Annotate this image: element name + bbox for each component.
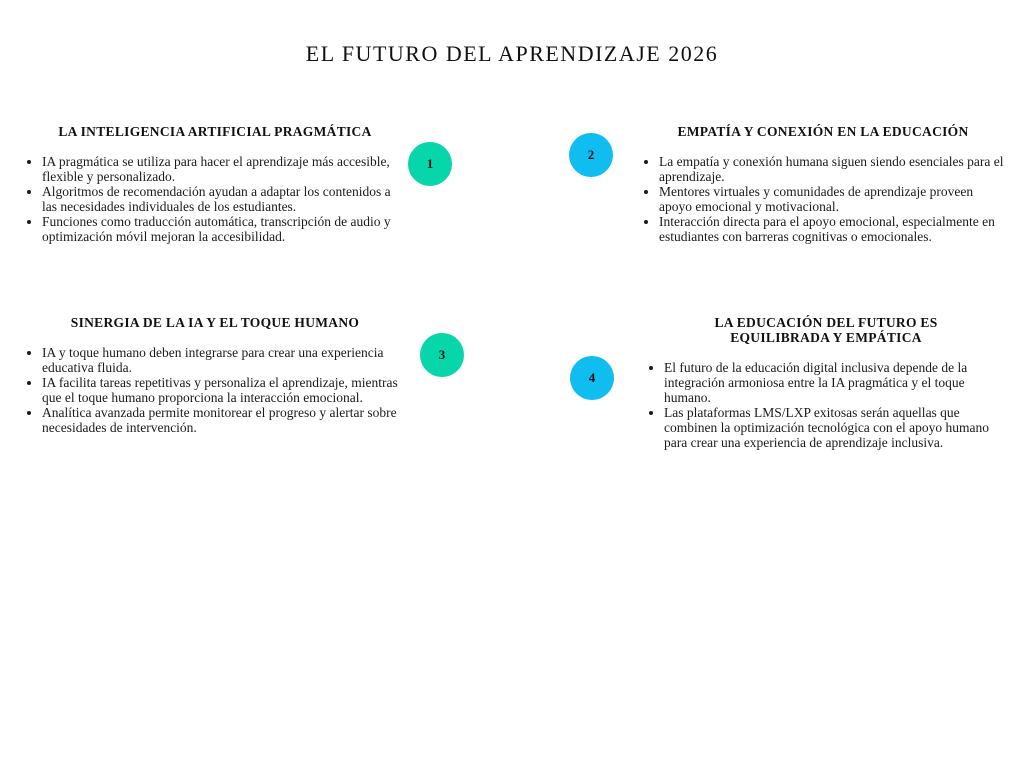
section-3 xyxy=(24,315,406,435)
section-heading: EMPATÍA Y CONEXIÓN EN LA EDUCACIÓN xyxy=(677,124,969,139)
list-item: • IA facilita tareas repetitivas y personaliza el aprendizaje, mientras que el toque humano proporciona la interacción emocional. xyxy=(42,375,406,405)
bullet-list xyxy=(641,154,1005,244)
list-item: • IA y toque humano deben integrarse para crear una experiencia educativa fluida. xyxy=(42,345,406,375)
list-item: • Funciones como traducción automática, transcripción de audio y optimización móvil mejoran la accesibilidad. xyxy=(42,214,406,244)
list-item: • La empatía y conexión humana siguen siendo esenciales para el aprendizaje. xyxy=(659,154,1005,184)
number-badge-4: 4 xyxy=(570,356,614,400)
bullet-list xyxy=(646,360,1006,450)
section-1 xyxy=(24,124,406,244)
number-badge-2: 2 xyxy=(569,133,613,177)
section-heading: SINERGIA DE LA IA Y EL TOQUE HUMANO xyxy=(70,315,360,330)
list-item: • Mentores virtuales y comunidades de aprendizaje proveen apoyo emocional y motivacional. xyxy=(659,184,1005,214)
number-badge-3: 3 xyxy=(420,333,464,377)
section-heading: LA EDUCACIÓN DEL FUTURO ES EQUILIBRADA Y EMPÁTICA xyxy=(714,315,938,345)
bullet-list xyxy=(24,154,406,244)
list-item: • El futuro de la educación digital inclusiva depende de la integración armoniosa entre la IA pragmática y el toque humano. xyxy=(664,360,1006,405)
list-item: • Algoritmos de recomendación ayudan a adaptar los contenidos a las necesidades individuales de los estudiantes. xyxy=(42,184,406,214)
list-item: • Analítica avanzada permite monitorear el progreso y alertar sobre necesidades de intervención. xyxy=(42,405,406,435)
page-title: EL FUTURO DEL APRENDIZAJE 2026 xyxy=(305,41,719,66)
list-item: • IA pragmática se utiliza para hacer el aprendizaje más accesible, flexible y personalizado. xyxy=(42,154,406,184)
list-item: • Las plataformas LMS/LXP exitosas serán aquellas que combinen la optimización tecnológica con el apoyo humano para crear una experiencia de aprendizaje inclusiva. xyxy=(664,405,1006,450)
section-2 xyxy=(641,124,1005,244)
section-4 xyxy=(646,315,1006,450)
section-heading: LA INTELIGENCIA ARTIFICIAL PRAGMÁTICA xyxy=(58,124,372,139)
bullet-list xyxy=(24,345,406,435)
list-item: • Interacción directa para el apoyo emocional, especialmente en estudiantes con barreras cognitivas o emocionales. xyxy=(659,214,1005,244)
number-badge-1: 1 xyxy=(408,142,452,186)
